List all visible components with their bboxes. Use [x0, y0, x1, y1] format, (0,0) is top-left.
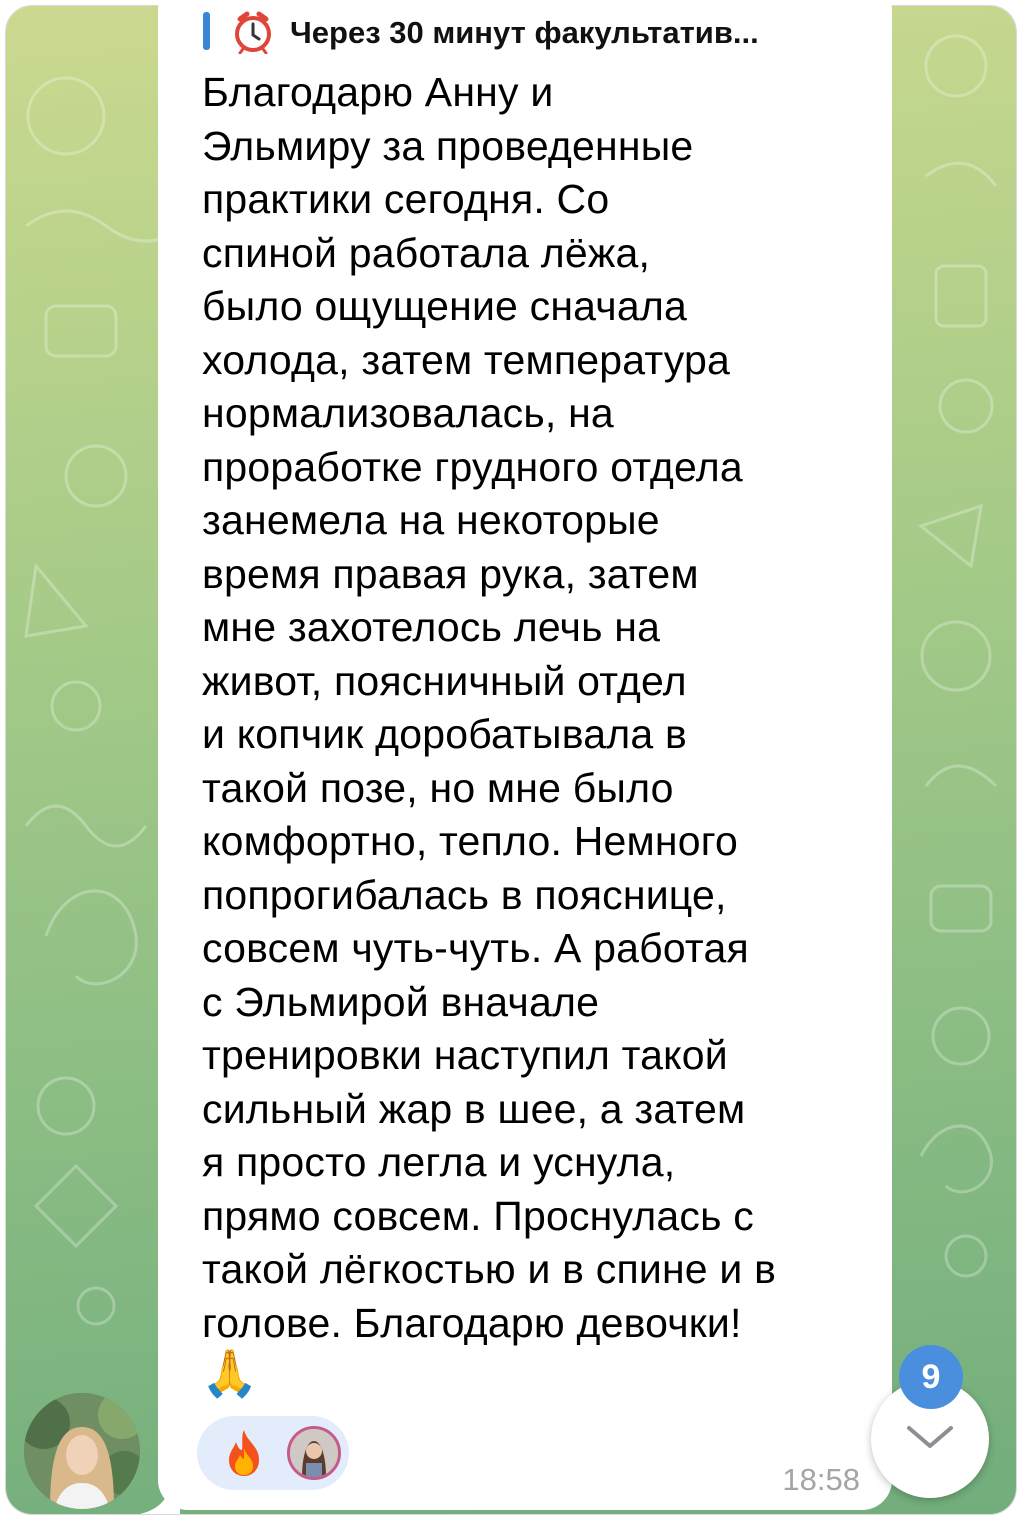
reactor-avatar-image [290, 1429, 338, 1477]
reactor-avatar [287, 1426, 341, 1480]
praying-hands-emoji: 🙏 [201, 1346, 259, 1400]
reaction-pill[interactable] [197, 1416, 349, 1490]
reply-preview-text[interactable]: Через 30 минут факультатив... [290, 15, 759, 50]
bubble-tail [140, 1480, 180, 1514]
message-text: Благодарю Анну и Эльмиру за проведенные практики сегодня. Со спиной работала лёжа, было ощущение сначала холода, затем температура нормализовалась, на проработке грудного отдела занемела на некоторые время правая рука, затем мне захотелось лечь на живот, поясничный отдел и копчик доробатывала в такой позе, но мне было комфортно, тепло. Немного попрогибалась в пояснице, совсем чуть-чуть. А работая с Эльмирой вначале тренировки наступил такой сильный жар в шее, а затем я просто легла и уснула, прямо совсем. Проснулась с такой лёгкостью и в спине и в голове. Благодарю девочки! [202, 69, 777, 1346]
alarm-clock-icon [231, 10, 275, 54]
sender-avatar[interactable] [24, 1393, 140, 1509]
message-timestamp: 18:58 [782, 1462, 860, 1497]
fire-icon [217, 1426, 271, 1480]
reply-accent-bar [203, 12, 210, 50]
sender-avatar-image [24, 1393, 140, 1509]
chevron-down-icon [905, 1422, 955, 1452]
unread-count-badge: 9 [899, 1345, 963, 1409]
